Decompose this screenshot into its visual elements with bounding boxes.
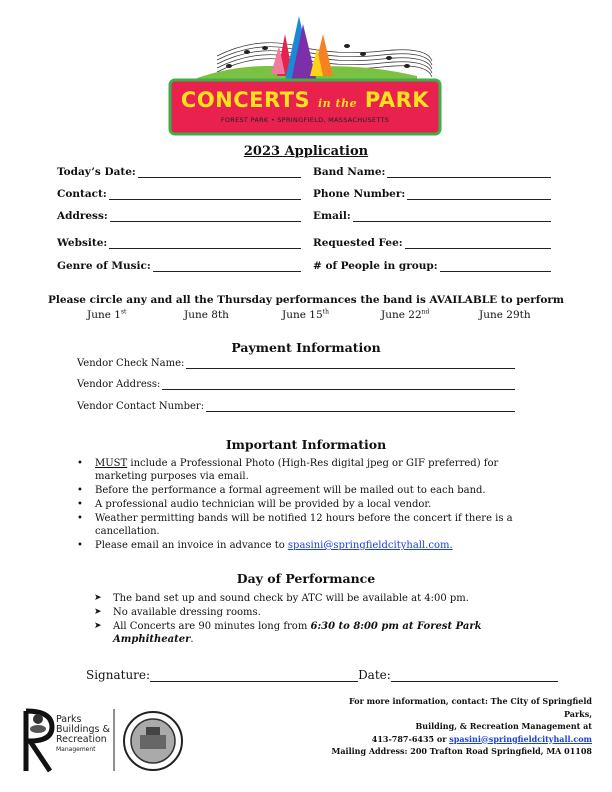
date-text: June 8th <box>184 309 229 321</box>
item-text: include a Professional Photo (High-Res digital jpeg or GIF preferred) for marketing purposes via email. <box>95 458 499 482</box>
list-item <box>94 620 514 646</box>
website-input-line[interactable] <box>109 238 301 249</box>
vendor-contact-number-field[interactable] <box>77 401 515 412</box>
footer-line: Mailing Address: 200 Trafton Road Springfield, MA 01108 <box>331 746 592 756</box>
phone-number-field[interactable] <box>313 188 551 200</box>
date-text: June 15 <box>282 309 323 321</box>
email-input-line[interactable] <box>353 211 551 222</box>
signature-date-input-line[interactable] <box>391 670 558 682</box>
item-text: A professional audio technician will be provided by a local vendor. <box>95 499 432 510</box>
date-suffix: nd <box>421 308 430 316</box>
list-item <box>77 484 537 497</box>
brand-line: Management <box>56 746 96 753</box>
concerts-in-the-park-logo <box>167 6 443 136</box>
field-label: Website: <box>57 237 108 249</box>
item-tail: . <box>190 634 194 645</box>
logo-title-park: PARK <box>364 88 430 112</box>
field-label: Email: <box>313 210 351 222</box>
vendor-address-input-line[interactable] <box>162 379 515 390</box>
phone-number-input-line[interactable] <box>407 189 551 200</box>
vendor-contact-number-input-line[interactable] <box>206 401 515 412</box>
list-item <box>94 592 514 605</box>
branding-area <box>22 705 202 777</box>
field-label: Vendor Address: <box>77 379 161 390</box>
brand-line: Recreation <box>56 734 107 745</box>
contact-footer <box>320 695 592 758</box>
payment-heading: Payment Information <box>231 340 381 355</box>
footer-phone: 413-787-6435 or <box>371 733 450 744</box>
signature-label: Signature: <box>86 668 151 682</box>
field-label: Band Name: <box>313 166 386 178</box>
list-item <box>94 606 514 619</box>
footer-line: For more information, contact: The City of Springfield Parks, <box>349 696 592 719</box>
field-label: Today’s Date: <box>57 166 136 178</box>
invoice-email-link[interactable]: spasini@springfieldcityhall.com. <box>287 540 453 551</box>
field-label: Phone Number: <box>313 188 406 200</box>
address-field[interactable] <box>57 210 301 222</box>
footer-line <box>320 733 592 746</box>
date-text: June 1 <box>87 309 121 321</box>
must-emphasis: MUST <box>95 458 128 469</box>
email-field[interactable] <box>313 210 551 222</box>
logo-title-in-the: in the <box>318 97 358 110</box>
bullet-icon: • <box>77 513 83 524</box>
people-in-group-field[interactable] <box>313 260 551 272</box>
date-text: June 29th <box>479 309 531 321</box>
field-label: Address: <box>57 210 108 222</box>
day-of-performance-heading: Day of Performance <box>236 571 376 586</box>
band-name-field[interactable] <box>313 166 551 178</box>
day-of-performance-list <box>94 592 514 647</box>
brand-line: Buildings & <box>56 724 110 735</box>
item-text: Before the performance a formal agreement will be mailed out to each band. <box>95 485 486 496</box>
band-name-input-line[interactable] <box>387 167 551 178</box>
arrow-bullet-icon: ➤ <box>94 607 102 617</box>
logo-title-concerts: CONCERTS <box>180 88 311 112</box>
date-option[interactable] <box>479 309 531 321</box>
field-label: Genre of Music: <box>57 260 151 272</box>
pbrm-logo-icon <box>22 705 202 777</box>
item-text: All Concerts are 90 minutes long from <box>113 621 311 632</box>
contact-field[interactable] <box>57 188 301 200</box>
list-item <box>77 539 537 552</box>
item-text: Weather permitting bands will be notified 12 hours before the concert if there is a cancellation. <box>95 513 513 537</box>
availability-instruction: Please circle any and all the Thursday performances the band is AVAILABLE to perform <box>48 294 564 306</box>
pbrm-logo-text <box>56 715 110 755</box>
requested-fee-field[interactable] <box>313 237 551 249</box>
vendor-address-field[interactable] <box>77 379 515 390</box>
field-label: Contact: <box>57 188 107 200</box>
bullet-icon: • <box>77 540 83 551</box>
important-list <box>77 457 537 553</box>
list-item <box>77 512 537 538</box>
list-item <box>77 498 537 511</box>
field-label: Requested Fee: <box>313 237 403 249</box>
date-option[interactable] <box>184 309 229 321</box>
field-label: Vendor Check Name: <box>77 358 185 369</box>
page-title: 2023 Application <box>243 144 369 159</box>
date-option[interactable] <box>282 309 329 321</box>
genre-field[interactable] <box>57 260 301 272</box>
signature-row <box>86 668 558 682</box>
date-option[interactable] <box>381 309 429 321</box>
item-text: Please email an invoice in advance to <box>95 540 288 551</box>
brand-line: Parks <box>56 714 82 725</box>
date-suffix: th <box>322 308 329 316</box>
bullet-icon: • <box>77 485 83 496</box>
arrow-bullet-icon: ➤ <box>94 593 102 603</box>
signature-input-line[interactable] <box>150 670 358 682</box>
contact-input-line[interactable] <box>109 189 301 200</box>
date-label: Date: <box>358 668 391 682</box>
address-input-line[interactable] <box>110 211 301 222</box>
date-suffix: st <box>120 308 127 316</box>
item-text: No available dressing rooms. <box>113 607 261 618</box>
date-option[interactable] <box>87 309 126 321</box>
time-location-emphasis: 6:30 to 8:00 pm at Forest Park Amphitheater <box>113 621 482 645</box>
city-seal-icon <box>124 712 182 770</box>
logo-subtitle: FOREST PARK • SPRINGFIELD, MASSACHUSETTS <box>220 116 390 124</box>
logo-title <box>167 88 443 112</box>
requested-fee-input-line[interactable] <box>405 238 551 249</box>
field-label: Vendor Contact Number: <box>77 401 205 412</box>
footer-email-link[interactable]: spasini@springfieldcityhall.com <box>449 733 592 744</box>
genre-input-line[interactable] <box>153 261 301 272</box>
important-heading: Important Information <box>225 437 387 452</box>
list-item <box>77 457 537 483</box>
date-text: June 22 <box>381 309 422 321</box>
item-text: The band set up and sound check by ATC will be available at 4:00 pm. <box>113 593 469 604</box>
bullet-icon: • <box>77 499 83 510</box>
website-field[interactable] <box>57 237 301 249</box>
arrow-bullet-icon: ➤ <box>94 621 102 631</box>
vendor-check-name-field[interactable] <box>77 358 515 369</box>
vendor-check-name-input-line[interactable] <box>186 358 515 369</box>
todays-date-field[interactable] <box>57 166 301 178</box>
field-label: # of People in group: <box>313 260 438 272</box>
people-in-group-input-line[interactable] <box>440 261 551 272</box>
bullet-icon: • <box>77 458 83 469</box>
todays-date-input-line[interactable] <box>138 167 301 178</box>
footer-line: Building, & Recreation Management at <box>415 721 592 731</box>
